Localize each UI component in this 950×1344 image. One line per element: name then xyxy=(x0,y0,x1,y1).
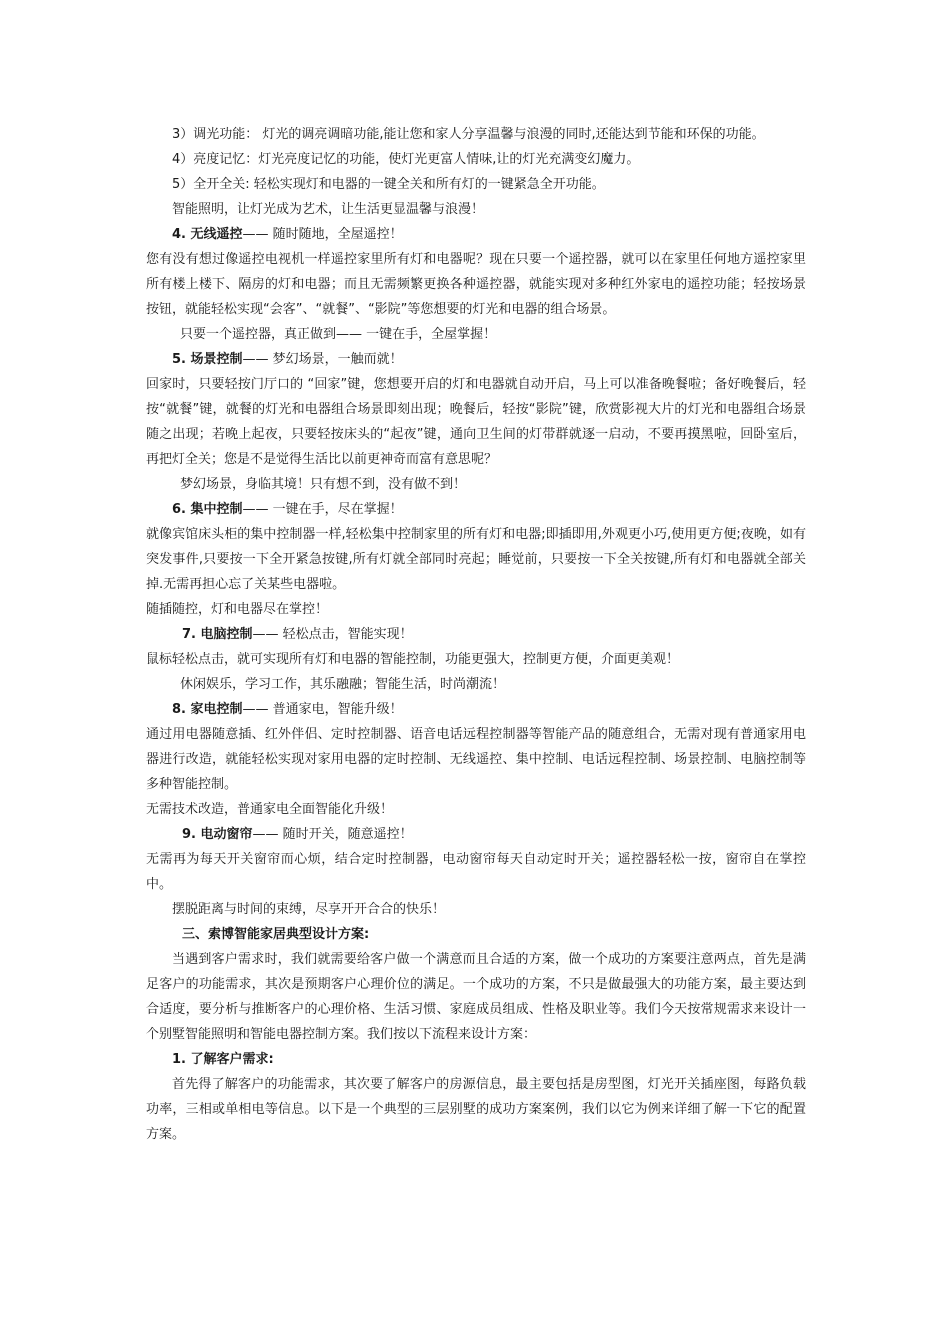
paragraph-wireless-remote-slogan: 只要一个遥控器，真正做到—— 一键在手，全屋掌握！ xyxy=(180,327,497,342)
heading-tagline: —— 普通家电，智能升级！ xyxy=(242,702,403,717)
paragraph-customer-needs-body: 首先得了解客户的功能需求，其次要了解客户的房源信息，最主要包括是房型图，灯光开关插座图，每路负载功率，三相或单相电等信息。以下是一个典型的三层别墅的成功方案案例，我们以它为例来详细了解一下它的配置方案。 xyxy=(146,1077,806,1142)
heading-title: 4. 无线遥控 xyxy=(172,227,243,242)
heading-tagline: —— 轻松点击，智能实现！ xyxy=(252,627,413,642)
paragraph-brightness-memory: 4）亮度记忆：灯光亮度记忆的功能，使灯光更富人情味,让的灯光充满变幻魔力。 xyxy=(172,152,640,167)
paragraph-central-control-slogan: 随插随控，灯和电器尽在掌控！ xyxy=(146,602,329,617)
heading-tagline: —— 随时随地，全屋遥控！ xyxy=(242,227,403,242)
heading-title: 9. 电动窗帘 xyxy=(182,827,253,842)
paragraph-electric-curtain-slogan: 摆脱距离与时间的束缚，尽享开开合合的快乐！ xyxy=(172,902,446,917)
heading-tagline: —— 随时开关，随意遥控！ xyxy=(252,827,413,842)
heading-title: 5. 场景控制 xyxy=(172,352,243,367)
heading-tagline: —— 一键在手，尽在掌握！ xyxy=(242,502,403,517)
paragraph-design-plan-intro: 当遇到客户需求时，我们就需要给客户做一个满意而且合适的方案，做一个成功的方案要注意两点，首先是满足客户的功能需求，其次是预期客户心理价位的满足。一个成功的方案，不只是做最强大的功能方案，最主要达到合适度，要分析与推断客户的心理价格、生活习惯、家庭成员组成、性格及职业等。我们今天按常规需求来设计一个别墅智能照明和智能电器控制方案。我们按以下流程来设计方案： xyxy=(146,952,806,1042)
paragraph-smart-lighting-slogan: 智能照明，让灯光成为艺术，让生活更显温馨与浪漫！ xyxy=(172,202,485,217)
paragraph-central-control-body: 就像宾馆床头柜的集中控制器一样,轻松集中控制家里的所有灯和电器;即插即用,外观更小巧,使用更方便;夜晚，如有突发事件,只要按一下全开紧急按键,所有灯就全部同时亮起；睡觉前，只要按一下全关按键,所有灯和电器就全部关掉.无需再担心忘了关某些电器啦。 xyxy=(146,527,806,592)
heading-title: 8. 家电控制 xyxy=(172,702,243,717)
heading-computer-control xyxy=(146,622,806,647)
heading-appliance-control xyxy=(146,697,806,722)
heading-central-control xyxy=(146,497,806,522)
paragraph-computer-control-body: 鼠标轻松点击，就可实现所有灯和电器的智能控制，功能更强大，控制更方便，介面更美观！ xyxy=(146,652,680,667)
paragraph-appliance-control-body: 通过用电器随意插、红外伴侣、定时控制器、语音电话远程控制器等智能产品的随意组合，无需对现有普通家用电器进行改造，就能轻松实现对家用电器的定时控制、无线遥控、集中控制、电话远程控制、场景控制、电脑控制等多种智能控制。 xyxy=(146,727,806,792)
paragraph-scene-control-body: 回家时，只要轻按门厅口的 “回家”键，您想要开启的灯和电器就自动开启，马上可以准备晚餐啦；备好晚餐后，轻按“就餐”键，就餐的灯光和电器组合场景即刻出现；晚餐后，轻按“影院”键，欣赏影视大片的灯光和电器组合场景随之出现；若晚上起夜，只要轻按床头的“起夜”键，通向卫生间的灯带群就逐一启动，不要再摸黑啦，回卧室后，再把灯全关；您是不是觉得生活比以前更神奇而富有意思呢？ xyxy=(146,377,806,467)
heading-wireless-remote xyxy=(146,222,806,247)
heading-customer-needs xyxy=(146,1047,806,1072)
paragraph-wireless-remote-body: 您有没有想过像遥控电视机一样遥控家里所有灯和电器呢？现在只要一个遥控器，就可以在家里任何地方遥控家里所有楼上楼下、隔房的灯和电器；而且无需频繁更换各种遥控器，就能实现对多种红外家电的遥控功能；轻按场景按钮，就能轻松实现“会客”、“就餐”、“影院”等您想要的灯光和电器的组合场景。 xyxy=(146,252,806,317)
paragraph-computer-control-slogan: 休闲娱乐，学习工作，其乐融融；智能生活，时尚潮流！ xyxy=(180,677,506,692)
paragraph-scene-control-slogan: 梦幻场景，身临其境！只有想不到，没有做不到！ xyxy=(180,477,467,492)
document-page xyxy=(146,122,806,1147)
heading-tagline: —— 梦幻场景，一触而就！ xyxy=(242,352,403,367)
paragraph-dimming: 3）调光功能： 灯光的调亮调暗功能,能让您和家人分享温馨与浪漫的同时,还能达到节能和环保的功能。 xyxy=(172,127,765,142)
paragraph-all-on-off: 5）全开全关: 轻松实现灯和电器的一键全关和所有灯的一键紧急全开功能。 xyxy=(172,177,605,192)
paragraph-appliance-control-slogan: 无需技术改造，普通家电全面智能化升级！ xyxy=(146,802,394,817)
heading-title: 7. 电脑控制 xyxy=(182,627,253,642)
heading-scene-control xyxy=(146,347,806,372)
section-heading-design-plan xyxy=(146,922,806,947)
heading-electric-curtain xyxy=(146,822,806,847)
heading-title: 6. 集中控制 xyxy=(172,502,243,517)
paragraph-electric-curtain-body: 无需再为每天开关窗帘而心烦，结合定时控制器，电动窗帘每天自动定时开关；遥控器轻松一按，窗帘自在掌控中。 xyxy=(146,852,806,892)
heading-title: 1. 了解客户需求: xyxy=(172,1052,274,1067)
section-title: 三、索博智能家居典型设计方案: xyxy=(182,927,370,942)
